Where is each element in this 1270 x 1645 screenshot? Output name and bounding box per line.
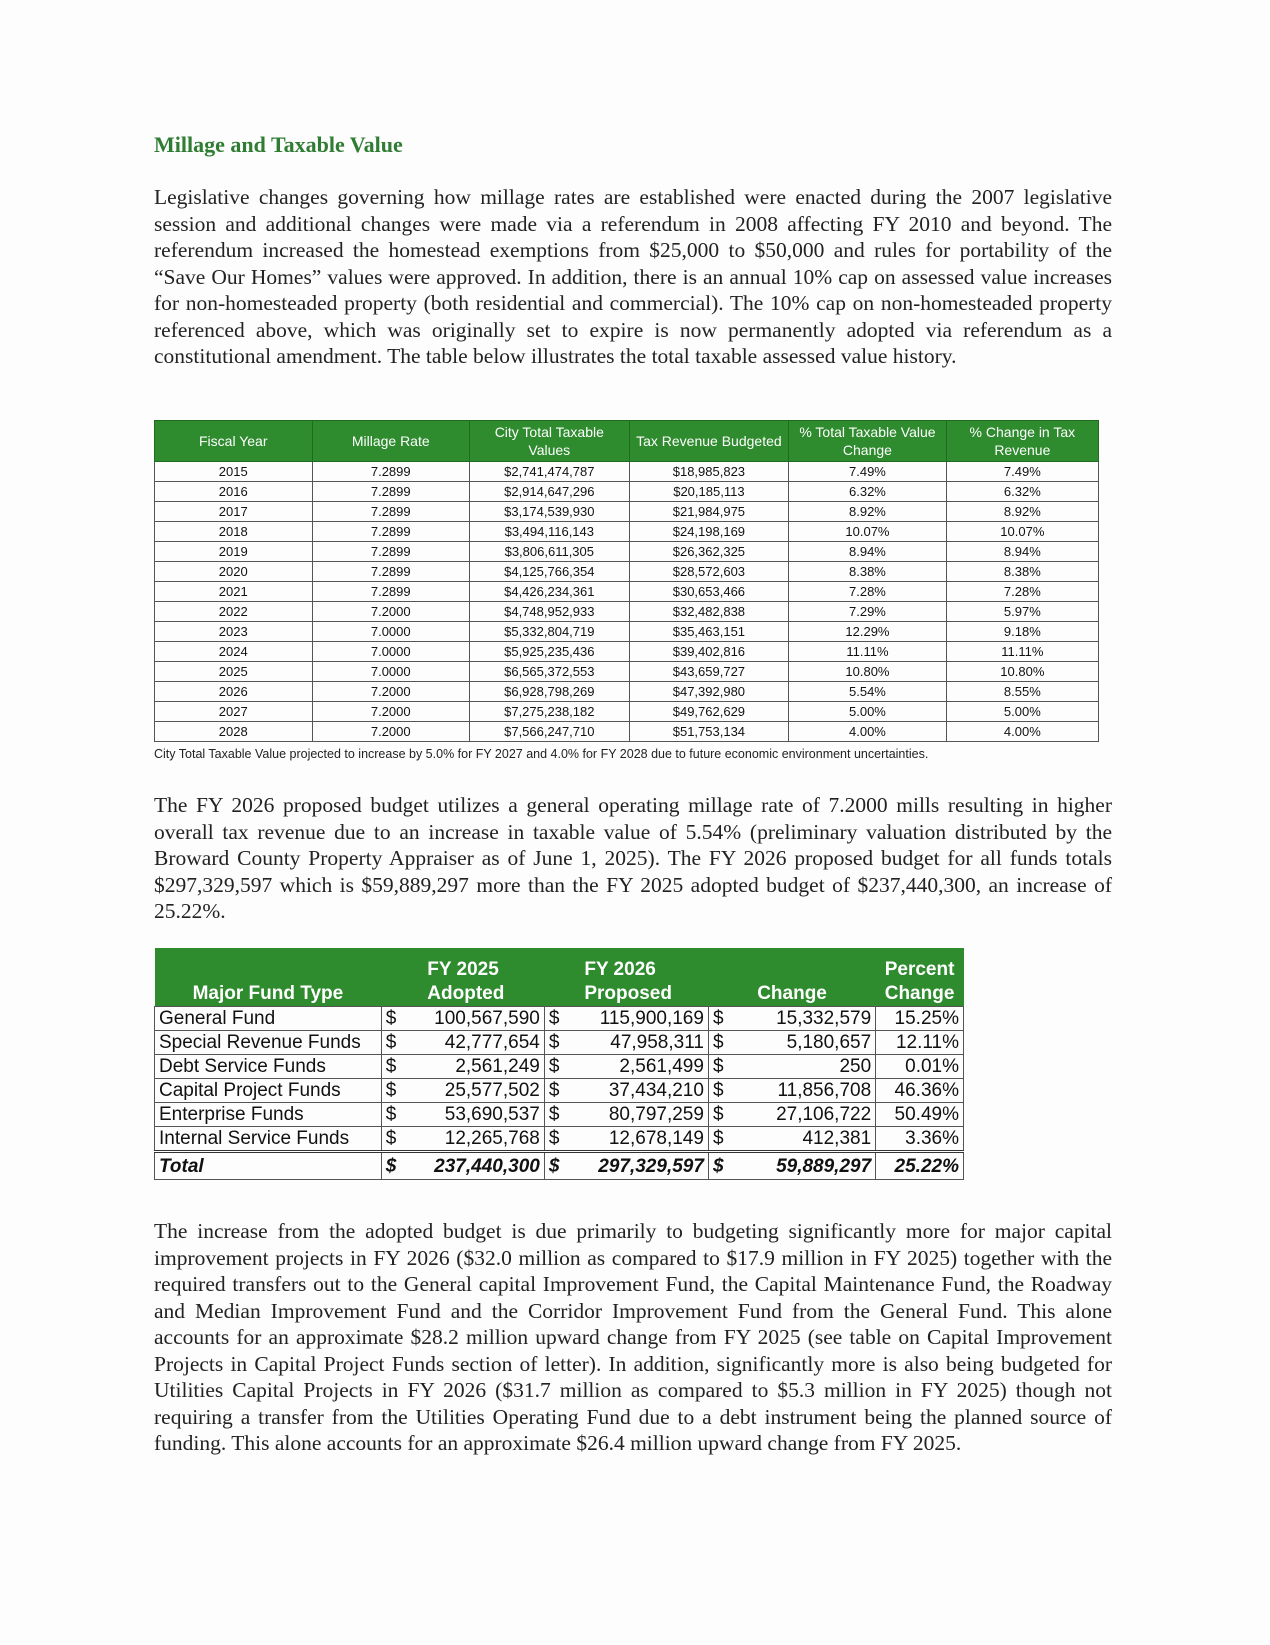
millage-cell: 2021: [155, 582, 313, 602]
millage-cell: $28,572,603: [629, 562, 789, 582]
millage-cell: 7.2899: [312, 502, 470, 522]
fund-amount: 2,561,249: [404, 1055, 544, 1079]
millage-header-cell: City Total Taxable Values: [470, 421, 630, 462]
millage-cell: $2,914,647,296: [470, 482, 630, 502]
millage-table-row: [155, 702, 1099, 722]
millage-cell: 5.00%: [789, 702, 947, 722]
fund-amount: 27,106,722: [731, 1103, 875, 1127]
section-heading: Millage and Taxable Value: [154, 132, 403, 157]
millage-cell: $4,748,952,933: [470, 602, 630, 622]
currency-symbol: $: [381, 1103, 404, 1127]
millage-cell: 2025: [155, 662, 313, 682]
fund-amount: 25,577,502: [404, 1079, 544, 1103]
millage-cell: 8.92%: [789, 502, 947, 522]
millage-table-row: [155, 602, 1099, 622]
millage-cell: $26,362,325: [629, 542, 789, 562]
millage-cell: 2027: [155, 702, 313, 722]
fund-amount: 42,777,654: [404, 1031, 544, 1055]
millage-cell: $43,659,727: [629, 662, 789, 682]
fund-percent-change: 12.11%: [876, 1031, 964, 1055]
fund-name: Capital Project Funds: [155, 1079, 382, 1103]
header-change: Change: [708, 948, 875, 1007]
millage-cell: 8.55%: [946, 682, 1098, 702]
millage-cell: $21,984,975: [629, 502, 789, 522]
fund-amount: 12,265,768: [404, 1127, 544, 1152]
millage-cell: $3,494,116,143: [470, 522, 630, 542]
millage-cell: 2024: [155, 642, 313, 662]
header-fy2025-adopted: FY 2025 Adopted: [381, 948, 544, 1007]
millage-cell: 4.00%: [946, 722, 1098, 742]
fund-table: [154, 948, 964, 1180]
fund-amount: 297,329,597: [567, 1152, 708, 1180]
millage-cell: 7.0000: [312, 642, 470, 662]
fund-amount: 115,900,169: [567, 1007, 708, 1031]
millage-cell: 7.28%: [789, 582, 947, 602]
millage-cell: 5.54%: [789, 682, 947, 702]
fund-amount: 5,180,657: [731, 1031, 875, 1055]
millage-header-cell: Tax Revenue Budgeted: [629, 421, 789, 462]
millage-cell: 8.94%: [946, 542, 1098, 562]
fund-percent-change: 3.36%: [876, 1127, 964, 1152]
millage-cell: 6.32%: [946, 482, 1098, 502]
millage-cell: 2016: [155, 482, 313, 502]
millage-header-cell: % Change in Tax Revenue: [946, 421, 1098, 462]
millage-cell: 7.2000: [312, 722, 470, 742]
currency-symbol: $: [544, 1152, 567, 1180]
millage-cell: 5.97%: [946, 602, 1098, 622]
currency-symbol: $: [544, 1079, 567, 1103]
fund-amount: 250: [731, 1055, 875, 1079]
millage-cell: 8.92%: [946, 502, 1098, 522]
millage-cell: $4,125,766,354: [470, 562, 630, 582]
millage-cell: 10.80%: [946, 662, 1098, 682]
millage-cell: 2017: [155, 502, 313, 522]
fund-table-row: [155, 1127, 964, 1152]
fund-percent-change: 25.22%: [876, 1152, 964, 1180]
millage-cell: 7.2899: [312, 562, 470, 582]
millage-cell: $5,332,804,719: [470, 622, 630, 642]
millage-cell: 7.28%: [946, 582, 1098, 602]
currency-symbol: $: [708, 1055, 731, 1079]
millage-cell: 7.2899: [312, 482, 470, 502]
millage-cell: 9.18%: [946, 622, 1098, 642]
millage-cell: $6,565,372,553: [470, 662, 630, 682]
millage-cell: 8.94%: [789, 542, 947, 562]
millage-cell: $7,566,247,710: [470, 722, 630, 742]
millage-table-row: [155, 662, 1099, 682]
currency-symbol: $: [381, 1127, 404, 1152]
currency-symbol: $: [708, 1031, 731, 1055]
millage-cell: $30,653,466: [629, 582, 789, 602]
millage-table-row: [155, 542, 1099, 562]
fund-amount: 53,690,537: [404, 1103, 544, 1127]
fund-percent-change: 46.36%: [876, 1079, 964, 1103]
millage-cell: 7.2000: [312, 702, 470, 722]
millage-table-row: [155, 622, 1099, 642]
fund-amount: 412,381: [731, 1127, 875, 1152]
fund-amount: 37,434,210: [567, 1079, 708, 1103]
fund-table-body: [155, 1007, 964, 1180]
millage-table-row: [155, 562, 1099, 582]
millage-table-row: [155, 482, 1099, 502]
currency-symbol: $: [544, 1127, 567, 1152]
millage-cell: 10.07%: [789, 522, 947, 542]
millage-table-row: [155, 722, 1099, 742]
table-note: City Total Taxable Value projected to increase by 5.0% for FY 2027 and 4.0% for FY 2028 due to future economic environment uncertainties.: [154, 747, 929, 761]
fund-table-header: [155, 948, 964, 1007]
fund-percent-change: 50.49%: [876, 1103, 964, 1127]
millage-cell: 10.80%: [789, 662, 947, 682]
currency-symbol: $: [381, 1079, 404, 1103]
millage-table-body: [155, 462, 1099, 742]
millage-cell: 8.38%: [946, 562, 1098, 582]
millage-cell: $35,463,151: [629, 622, 789, 642]
millage-table: [154, 420, 1099, 742]
millage-table-row: [155, 502, 1099, 522]
millage-cell: $3,806,611,305: [470, 542, 630, 562]
currency-symbol: $: [708, 1079, 731, 1103]
millage-cell: 7.2899: [312, 582, 470, 602]
currency-symbol: $: [544, 1055, 567, 1079]
currency-symbol: $: [381, 1007, 404, 1031]
millage-cell: 2026: [155, 682, 313, 702]
millage-table-row: [155, 522, 1099, 542]
fund-percent-change: 15.25%: [876, 1007, 964, 1031]
fund-name: Total: [155, 1152, 382, 1180]
millage-cell: $7,275,238,182: [470, 702, 630, 722]
currency-symbol: $: [381, 1031, 404, 1055]
millage-cell: $6,928,798,269: [470, 682, 630, 702]
millage-header-cell: Millage Rate: [312, 421, 470, 462]
fund-total-row: [155, 1152, 964, 1180]
millage-table-row: [155, 582, 1099, 602]
millage-cell: $18,985,823: [629, 462, 789, 482]
millage-cell: 12.29%: [789, 622, 947, 642]
intro-paragraph: Legislative changes governing how millage rates are established were enacted during the 2007 legislative session and additional changes were made via a referendum in 2008 affecting FY 2010 and beyond. The referendum increased the homestead exemptions from $25,000 to $50,000 and rules for portability of the “Save Our Homes” values were approved. In addition, there is an annual 10% cap on assessed value increases for non-homesteaded property (both residential and commercial). The 10% cap on non-homesteaded property referenced above, which was originally set to expire is now permanently adopted via referendum as a constitutional amendment. The table below illustrates the total taxable assessed value history.: [154, 185, 1112, 368]
millage-cell: $51,753,134: [629, 722, 789, 742]
millage-cell: 2019: [155, 542, 313, 562]
currency-symbol: $: [708, 1103, 731, 1127]
millage-cell: 7.2000: [312, 682, 470, 702]
millage-cell: 11.11%: [946, 642, 1098, 662]
fund-table-row: [155, 1103, 964, 1127]
millage-cell: 2015: [155, 462, 313, 482]
millage-cell: $20,185,113: [629, 482, 789, 502]
header-percent-change: Percent Change: [876, 948, 964, 1007]
millage-cell: 6.32%: [789, 482, 947, 502]
fund-amount: 47,958,311: [567, 1031, 708, 1055]
millage-cell: 4.00%: [789, 722, 947, 742]
fund-table-row: [155, 1079, 964, 1103]
millage-cell: 2018: [155, 522, 313, 542]
header-major-fund-type: Major Fund Type: [155, 948, 382, 1007]
millage-header-cell: Fiscal Year: [155, 421, 313, 462]
millage-table-row: [155, 682, 1099, 702]
millage-cell: $32,482,838: [629, 602, 789, 622]
fund-name: Debt Service Funds: [155, 1055, 382, 1079]
fund-amount: 59,889,297: [731, 1152, 875, 1180]
millage-cell: 11.11%: [789, 642, 947, 662]
currency-symbol: $: [381, 1055, 404, 1079]
currency-symbol: $: [544, 1007, 567, 1031]
millage-table-row: [155, 462, 1099, 482]
millage-cell: $24,198,169: [629, 522, 789, 542]
millage-cell: 7.0000: [312, 662, 470, 682]
millage-cell: 7.2899: [312, 462, 470, 482]
fund-amount: 80,797,259: [567, 1103, 708, 1127]
currency-symbol: $: [708, 1152, 731, 1180]
fund-table-row: [155, 1031, 964, 1055]
currency-symbol: $: [708, 1007, 731, 1031]
millage-cell: 2028: [155, 722, 313, 742]
budget-paragraph: The FY 2026 proposed budget utilizes a general operating millage rate of 7.2000 mills resulting in higher overall tax revenue due to an increase in taxable value of 5.54% (preliminary valuation distributed by the Broward County Property Appraiser as of June 1, 2025). The FY 2026 proposed budget for all funds totals $297,329,597 which is $59,889,297 more than the FY 2025 adopted budget of $237,440,300, an increase of 25.22%.: [154, 793, 1112, 923]
fund-amount: 12,678,149: [567, 1127, 708, 1152]
fund-amount: 100,567,590: [404, 1007, 544, 1031]
currency-symbol: $: [544, 1031, 567, 1055]
millage-cell: 7.2899: [312, 542, 470, 562]
fund-percent-change: 0.01%: [876, 1055, 964, 1079]
millage-cell: 7.2899: [312, 522, 470, 542]
millage-cell: $2,741,474,787: [470, 462, 630, 482]
millage-cell: $5,925,235,436: [470, 642, 630, 662]
millage-cell: 7.0000: [312, 622, 470, 642]
millage-cell: $4,426,234,361: [470, 582, 630, 602]
millage-cell: $49,762,629: [629, 702, 789, 722]
millage-cell: 7.49%: [789, 462, 947, 482]
millage-table-row: [155, 642, 1099, 662]
millage-cell: 7.49%: [946, 462, 1098, 482]
fund-amount: 2,561,499: [567, 1055, 708, 1079]
fund-name: Internal Service Funds: [155, 1127, 382, 1152]
millage-cell: 5.00%: [946, 702, 1098, 722]
millage-cell: $47,392,980: [629, 682, 789, 702]
millage-cell: $39,402,816: [629, 642, 789, 662]
currency-symbol: $: [708, 1127, 731, 1152]
millage-header-cell: % Total Taxable Value Change: [789, 421, 947, 462]
millage-cell: 2023: [155, 622, 313, 642]
header-fy2026-proposed: FY 2026 Proposed: [544, 948, 708, 1007]
fund-name: General Fund: [155, 1007, 382, 1031]
millage-table-header: [155, 421, 1099, 462]
millage-cell: 2022: [155, 602, 313, 622]
millage-cell: 7.2000: [312, 602, 470, 622]
fund-name: Enterprise Funds: [155, 1103, 382, 1127]
millage-cell: 10.07%: [946, 522, 1098, 542]
fund-amount: 11,856,708: [731, 1079, 875, 1103]
fund-name: Special Revenue Funds: [155, 1031, 382, 1055]
currency-symbol: $: [544, 1103, 567, 1127]
fund-table-row: [155, 1007, 964, 1031]
fund-table-row: [155, 1055, 964, 1079]
millage-cell: $3,174,539,930: [470, 502, 630, 522]
fund-amount: 237,440,300: [404, 1152, 544, 1180]
millage-cell: 7.29%: [789, 602, 947, 622]
millage-cell: 8.38%: [789, 562, 947, 582]
currency-symbol: $: [381, 1152, 404, 1180]
explanation-paragraph: The increase from the adopted budget is due primarily to budgeting significantly more for major capital improvement projects in FY 2026 ($32.0 million as compared to $17.9 million in FY 2025) together with the required transfers out to the General capital Improvement Fund, the Capital Maintenance Fund, the Roadway and Median Improvement Fund and the Corridor Improvement Fund from the General Fund. This alone accounts for an approximate $28.2 million upward change from FY 2025 (see table on Capital Improvement Projects in Capital Project Funds section of letter). In addition, significantly more is also being budgeted for Utilities Capital Projects in FY 2026 ($31.7 million as compared to $5.3 million in FY 2025) though not requiring a transfer from the Utilities Operating Fund due to a debt instrument being the planned source of funding. This alone accounts for an approximate $26.4 million upward change from FY 2025.: [154, 1219, 1112, 1455]
millage-cell: 2020: [155, 562, 313, 582]
fund-amount: 15,332,579: [731, 1007, 875, 1031]
